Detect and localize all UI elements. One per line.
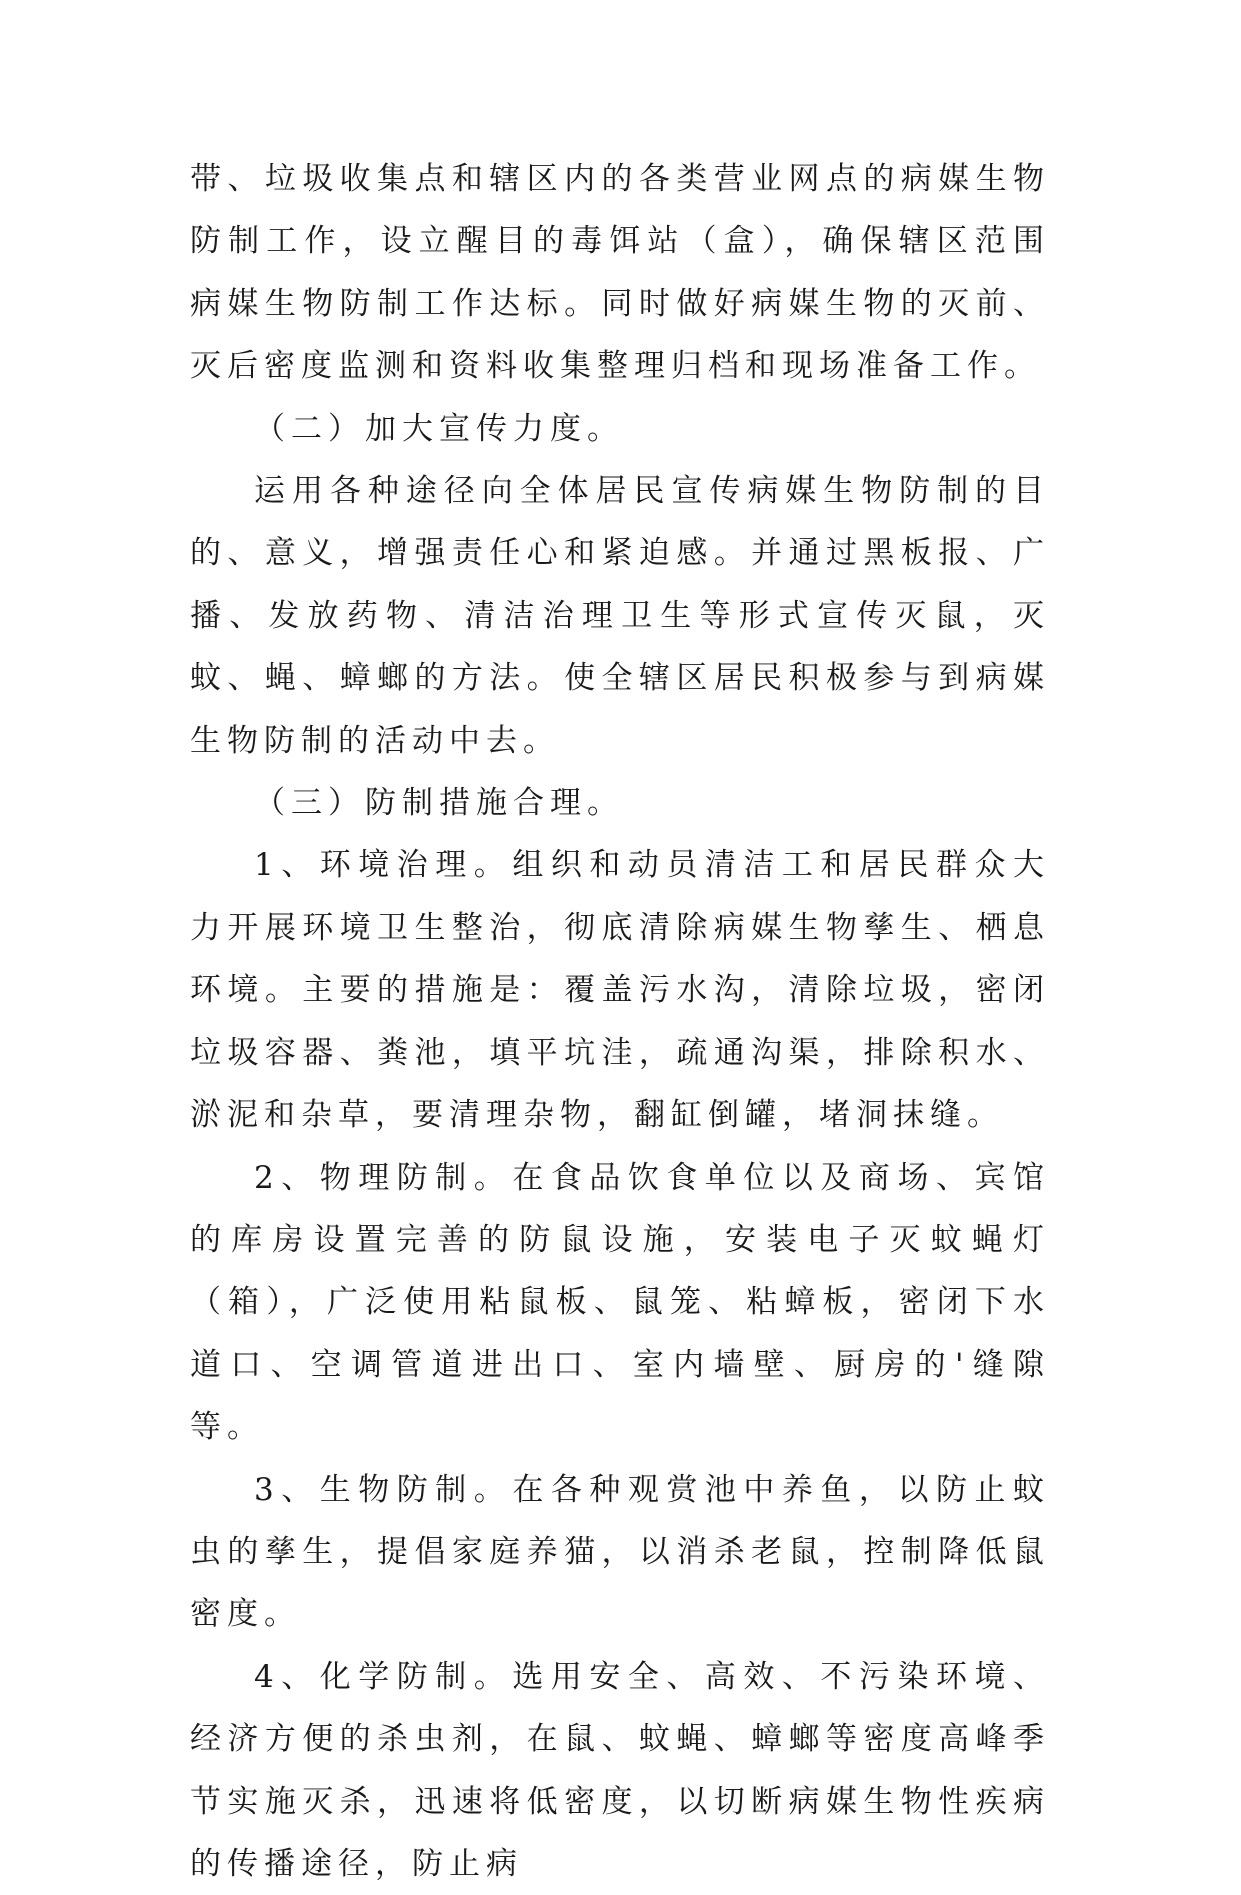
paragraph-physical-control: 2、物理防制。在食品饮食单位以及商场、宾馆的库房设置完善的防鼠设施，安装电子灭蚊蝇灯（箱），广泛使用粘鼠板、鼠笼、粘蟑板，密闭下水道口、空调管道进出口、室内墙壁、厨房的'缝隙等。 [190, 1159, 1050, 1446]
paragraph-biological-control: 3、生物防制。在各种观赏池中养鱼，以防止蚊虫的孳生，提倡家庭养猫，以消杀老鼠，控制降低鼠密度。 [190, 1471, 1050, 1633]
paragraph-publicity: 运用各种途径向全体居民宣传病媒生物防制的目的、意义，增强责任心和紧迫感。并通过黑板报、广播、发放药物、清洁治理卫生等形式宣传灭鼠，灭蚊、蝇、蟑螂的方法。使全辖区居民积极参与到病媒生物防制的活动中去。 [190, 473, 1050, 759]
paragraph-environment-control: 1、环境治理。组织和动员清洁工和居民群众大力开展环境卫生整治，彻底清除病媒生物孳生、栖息环境。主要的措施是：覆盖污水沟，清除垃圾，密闭垃圾容器、粪池，填平坑洼，疏通沟渠，排除积水、淤泥和杂草，要清理杂物，翻缸倒罐，堵洞抹缝。 [190, 847, 1050, 1134]
paragraph-chemical-control: 4、化学防制。选用安全、高效、不污染环境、经济方便的杀虫剂，在鼠、蚊蝇、蟑螂等密度高峰季节实施灭杀，迅速将低密度，以切断病媒生物性疾病的传播途径，防止病 [190, 1658, 1050, 1882]
document-body [190, 148, 1050, 1895]
section-heading-publicity: （二）加大宣传力度。 [254, 410, 624, 447]
paragraph-continuation: 带、垃圾收集点和辖区内的各类营业网点的病媒生物防制工作，设立醒目的毒饵站（盒），确保辖区范围病媒生物防制工作达标。同时做好病媒生物的灭前、灭后密度监测和资料收集整理归档和现场准备工作。 [190, 161, 1050, 385]
section-heading-measures: （三）防制措施合理。 [254, 785, 624, 822]
